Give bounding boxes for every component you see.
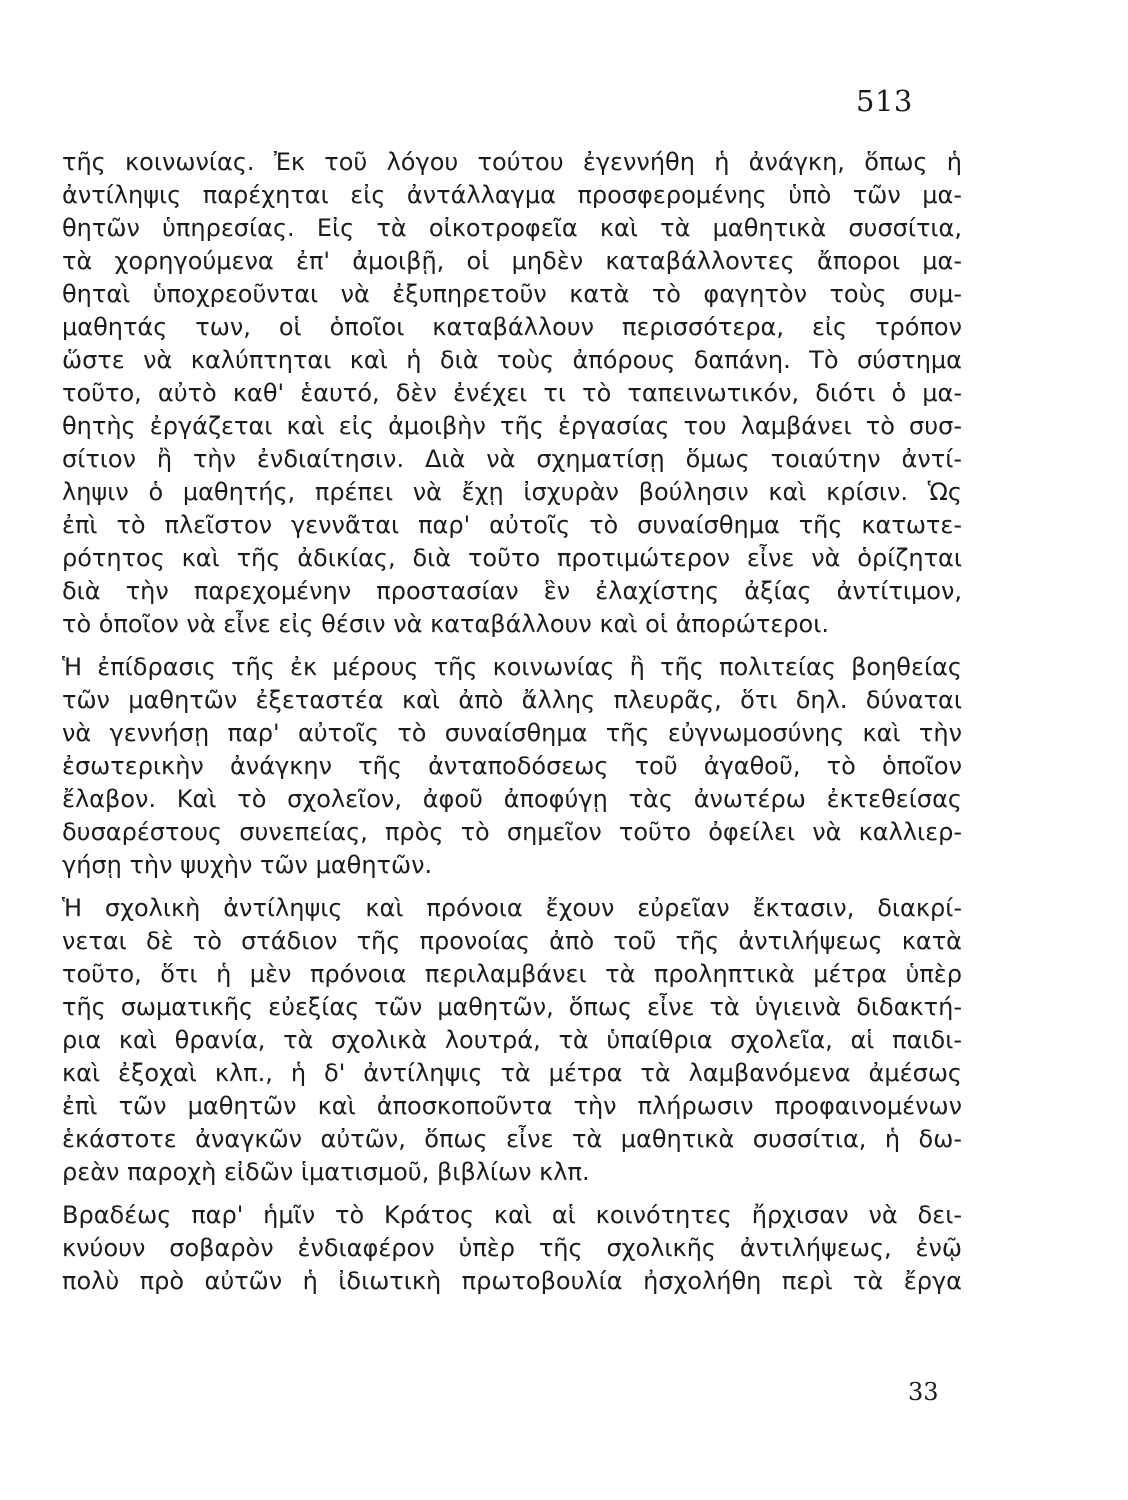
- text-line: καὶ ἐξοχαὶ κλπ., ἡ δ' ἀντίληψις τὰ μέτρα τὰ λαμβανόμενα ἀμέσως: [62, 1059, 962, 1087]
- text-line: ἔλαβον. Καὶ τὸ σχολεῖον, ἀφοῦ ἀποφύγῃ τὰς ἀνωτέρω ἐκτεθείσας: [62, 785, 962, 813]
- text-line: ὥστε νὰ καλύπτηται καὶ ἡ διὰ τοὺς ἀπόρους δαπάνη. Τὸ σύστημα: [62, 346, 962, 374]
- text-line: θητῶν ὑπηρεσίας. Εἰς τὰ οἰκοτροφεῖα καὶ τὰ μαθητικὰ συσσίτια,: [62, 214, 962, 242]
- text-line: τοῦτο, αὐτὸ καθ' ἑαυτό, δὲν ἐνέχει τι τὸ ταπεινωτικόν, διότι ὁ μα-: [62, 379, 962, 407]
- text-line: ρότητος καὶ τῆς ἀδικίας, διὰ τοῦτο προτιμώτερον εἶνε νὰ ὁρίζηται: [62, 544, 962, 572]
- text-line: Ἡ ἐπίδρασις τῆς ἐκ μέρους τῆς κοινωνίας ἢ τῆς πολιτείας βοηθείας: [62, 653, 962, 681]
- text-line: Ἡ σχολικὴ ἀντίληψις καὶ πρόνοια ἔχουν εὐρεῖαν ἔκτασιν, διακρί-: [62, 894, 962, 922]
- text-line: νεται δὲ τὸ στάδιον τῆς προνοίας ἀπὸ τοῦ τῆς ἀντιλήψεως κατὰ: [62, 927, 962, 955]
- text-line: ρεὰν παροχὴ εἰδῶν ἱματισμοῦ, βιβλίων κλπ.: [62, 1158, 590, 1186]
- text-line: ἐσωτερικὴν ἀνάγκην τῆς ἀνταποδόσεως τοῦ ἀγαθοῦ, τὸ ὁποῖον: [62, 752, 962, 780]
- text-line: τῆς σωματικῆς εὐεξίας τῶν μαθητῶν, ὅπως εἶνε τὰ ὑγιεινὰ διδακτή-: [62, 993, 962, 1021]
- text-line: κνύουν σοβαρὸν ἐνδιαφέρον ὑπὲρ τῆς σχολικῆς ἀντιλήψεως, ἐνῷ: [62, 1234, 962, 1262]
- page-number: 513: [856, 84, 913, 118]
- paragraph-4: [62, 1199, 962, 1298]
- text-line: σίτιον ἢ τὴν ἐνδιαίτησιν. Διὰ νὰ σχηματίσῃ ὅμως τοιαύτην ἀντί-: [62, 445, 962, 473]
- text-line: θητὴς ἐργάζεται καὶ εἰς ἀμοιβὴν τῆς ἐργασίας του λαμβάνει τὸ συσ-: [62, 412, 962, 440]
- text-line: γήσῃ τὴν ψυχὴν τῶν μαθητῶν.: [62, 851, 433, 879]
- text-line: δυσαρέστους συνεπείας, πρὸς τὸ σημεῖον τοῦτο ὀφείλει νὰ καλλιερ-: [62, 818, 962, 846]
- text-line: ρια καὶ θρανία, τὰ σχολικὰ λουτρά, τὰ ὑπαίθρια σχολεῖα, αἱ παιδι-: [62, 1026, 962, 1054]
- body-text: [62, 146, 962, 1298]
- text-line: θηταὶ ὑποχρεοῦνται νὰ ἐξυπηρετοῦν κατὰ τὸ φαγητὸν τοὺς συμ-: [62, 280, 962, 308]
- paragraph-1: [62, 146, 962, 641]
- text-line: πολὺ πρὸ αὐτῶν ἡ ἰδιωτικὴ πρωτοβουλία ἠσχολήθη περὶ τὰ ἔργα: [62, 1267, 962, 1295]
- paragraph-3: [62, 892, 962, 1189]
- text-line: νὰ γεννήσῃ παρ' αὐτοῖς τὸ συναίσθημα τῆς εὐγνωμοσύνης καὶ τὴν: [62, 719, 962, 747]
- text-line: ἑκάστοτε ἀναγκῶν αὐτῶν, ὅπως εἶνε τὰ μαθητικὰ συσσίτια, ἡ δω-: [62, 1125, 962, 1153]
- text-line: τὸ ὁποῖον νὰ εἶνε εἰς θέσιν νὰ καταβάλλουν καὶ οἱ ἀπορώτεροι.: [62, 610, 829, 638]
- signature-mark: 33: [908, 1378, 939, 1406]
- text-line: τῶν μαθητῶν ἐξεταστέα καὶ ἀπὸ ἄλλης πλευρᾶς, ὅτι δηλ. δύναται: [62, 686, 962, 714]
- text-line: τῆς κοινωνίας. Ἐκ τοῦ λόγου τούτου ἐγεννήθη ἡ ἀνάγκη, ὅπως ἡ: [62, 148, 962, 176]
- text-line: τὰ χορηγούμενα ἐπ' ἀμοιβῇ, οἱ μηδὲν καταβάλλοντες ἄποροι μα-: [62, 247, 962, 275]
- paragraph-2: [62, 651, 962, 882]
- text-line: ἐπὶ τὸ πλεῖστον γεννᾶται παρ' αὐτοῖς τὸ συναίσθημα τῆς κατωτε-: [62, 511, 962, 539]
- text-line: ἐπὶ τῶν μαθητῶν καὶ ἀποσκοποῦντα τὴν πλήρωσιν προφαινομένων: [62, 1092, 962, 1120]
- text-line: ἀντίληψις παρέχηται εἰς ἀντάλλαγμα προσφερομένης ὑπὸ τῶν μα-: [62, 181, 962, 209]
- text-line: Βραδέως παρ' ἡμῖν τὸ Κράτος καὶ αἱ κοινότητες ἤρχισαν νὰ δει-: [62, 1201, 962, 1229]
- text-line: τοῦτο, ὅτι ἡ μὲν πρόνοια περιλαμβάνει τὰ προληπτικὰ μέτρα ὑπὲρ: [62, 960, 962, 988]
- text-line: μαθητάς των, οἱ ὁποῖοι καταβάλλουν περισσότερα, εἰς τρόπον: [62, 313, 962, 341]
- text-line: ληψιν ὁ μαθητής, πρέπει νὰ ἔχῃ ἰσχυρὰν βούλησιν καὶ κρίσιν. Ὡς: [62, 478, 962, 506]
- text-line: διὰ τὴν παρεχομένην προστασίαν ἓν ἐλαχίστης ἀξίας ἀντίτιμον,: [62, 577, 962, 605]
